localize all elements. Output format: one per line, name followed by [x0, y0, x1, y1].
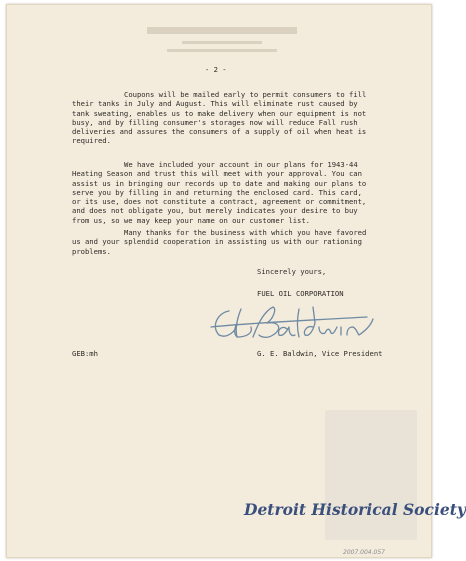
- paragraph-line: deliveries and assures the consumers of a supply of oil when heat is: [72, 127, 367, 137]
- paragraph-line: tank sweating, enables us to make delivery when our equipment is not: [72, 108, 367, 118]
- paragraph-line: Heating Season and trust this will meet with your approval. You can: [72, 169, 362, 179]
- paragraph-line: problems.: [72, 246, 111, 256]
- paragraph-line: their tanks in July and August. This will eliminate rust caused by: [72, 99, 358, 109]
- paragraph-line: Many thanks for the business with which you have favored: [124, 228, 367, 237]
- faded-letterhead: [127, 21, 317, 61]
- handwritten-signature: [207, 297, 377, 343]
- closing: Sincerely yours,: [257, 267, 327, 276]
- paragraph-line: assist us in bringing our records up to date and making our plans to: [72, 178, 367, 188]
- typist-initials: GEB:mh: [72, 349, 98, 358]
- paragraph-line: and does not obligate you, but merely indicates your desire to buy: [72, 206, 358, 216]
- paragraph-line: We have included your account in our plans for 1943-44: [124, 160, 358, 169]
- paragraph-line: busy, and by filling consumer's storages now will reduce Fall rush: [72, 117, 358, 127]
- paragraph-2: [72, 160, 366, 225]
- paragraph-line: from us, so we may keep your name on our customer list.: [72, 215, 310, 225]
- paragraph-3: [72, 228, 366, 256]
- company-name: FUEL OIL CORPORATION: [257, 289, 344, 298]
- paragraph-line: Coupons will be mailed early to permit consumers to fill: [124, 90, 367, 99]
- paragraph-1: [72, 90, 366, 146]
- museum-watermark: Detroit Historical Society: [244, 500, 466, 519]
- signatory-name: G. E. Baldwin, Vice President: [257, 349, 383, 358]
- paragraph-line: required.: [72, 136, 111, 146]
- paragraph-line: us and your splendid cooperation in assisting us with our rationing: [72, 237, 362, 247]
- catalog-number: 2007.004.057: [343, 549, 385, 556]
- faded-stamp-area: [325, 410, 417, 540]
- paragraph-line: serve you by filling in and returning the enclosed card. This card,: [72, 187, 362, 197]
- paragraph-line: or its use, does not constitute a contract, agreement or commitment,: [72, 197, 367, 207]
- letter-page: [6, 4, 466, 558]
- page-number: - 2 -: [205, 65, 227, 74]
